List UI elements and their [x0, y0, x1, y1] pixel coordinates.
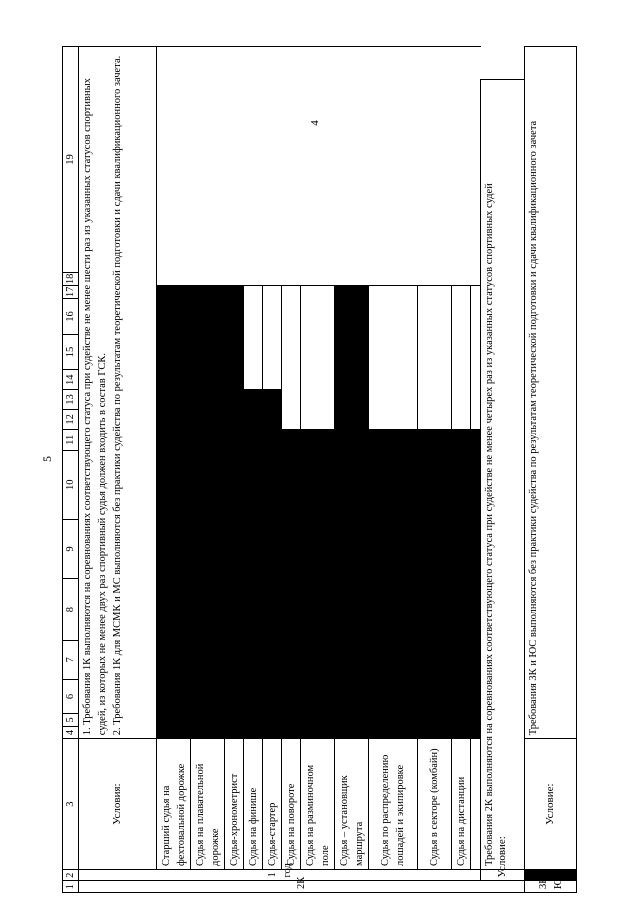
- header-cell: 5: [63, 714, 79, 727]
- condition-label-3k: Условие:: [525, 739, 577, 870]
- table-row: [525, 47, 577, 893]
- requirements-2k-bottom: Требования 2К выполняются на соревнованиях соответствующего статуса при судействе не менее четырех раз из указанных статусов спортивных судей: [481, 79, 525, 869]
- header-cell: 2: [63, 870, 79, 882]
- header-cell: 15: [63, 334, 79, 370]
- empty-cell: [471, 739, 481, 870]
- header-cell: 1: [63, 881, 79, 893]
- header-cell: 9: [63, 519, 79, 579]
- condition-label-2k: Условие:: [481, 870, 525, 882]
- role-cell: Судья на дистанции: [452, 739, 471, 870]
- role-cell: Судья в секторе (комбайн): [418, 739, 452, 870]
- role-cell: Судья по распределению лошадей и экипировке: [369, 739, 418, 870]
- empty-cell: [244, 285, 263, 390]
- header-cell: 16: [63, 299, 79, 335]
- table-row: [481, 47, 525, 893]
- empty-cell: [157, 47, 481, 286]
- header-cell: 11: [63, 429, 79, 450]
- blackout-cell: [225, 285, 244, 739]
- role-cell: Судья-хронометрист: [225, 739, 244, 870]
- blackout-cell: [191, 285, 225, 739]
- header-cell: 3: [63, 739, 79, 870]
- header-cell: 12: [63, 409, 79, 429]
- role-cell: Судья на финише: [244, 739, 263, 870]
- requirements-2k-top: 1. Требования 1К выполняются на соревнованиях соответствующего статуса при судействе не менее шести раз из указанных статусов спортивных судей, из которых не менее двух раз спортивный судья должен входить в состав ГСК. 2. Требования 1К для МСМК и МС выполняются без практики судейства по результатам теоретической подготовки и сдачи квалификационного зачета.: [79, 47, 157, 739]
- header-cell: 17: [63, 285, 79, 299]
- table-row: [157, 47, 191, 893]
- empty-cell: [418, 285, 452, 429]
- role-cell: Судья на повороте: [282, 739, 301, 870]
- header-cell: 6: [63, 679, 79, 714]
- page-number: 5: [40, 456, 54, 462]
- table-row: [79, 47, 157, 893]
- header-cell: 13: [63, 390, 79, 410]
- blackout-cell: [157, 285, 191, 739]
- empty-cell: [452, 285, 471, 429]
- header-cell: 10: [63, 450, 79, 519]
- empty-cell: [369, 285, 418, 429]
- header-row: [63, 47, 79, 893]
- blackout-cell: [471, 429, 481, 738]
- category-cell-3k: 3К/ЮС: [525, 881, 577, 893]
- row-value: 4: [309, 120, 321, 126]
- judging-requirements-table: [62, 46, 577, 893]
- blackout-cell: [244, 390, 263, 739]
- year-cell: 1 год: [79, 870, 481, 882]
- header-cell: 19: [63, 47, 79, 273]
- blackout-cell: [263, 390, 282, 739]
- header-cell: 18: [63, 273, 79, 286]
- rotated-table-frame: [62, 46, 617, 893]
- header-cell: 14: [63, 370, 79, 390]
- blackout-cell: [418, 429, 452, 738]
- role-cell: Судья на разминочном поле: [301, 739, 335, 870]
- category-cell: 2К: [79, 881, 525, 893]
- header-cell: 7: [63, 641, 79, 680]
- role-cell: Судья на плавательной дорожке: [191, 739, 225, 870]
- blackout-cell: [452, 429, 471, 738]
- role-cell: Судья – установщик маршрута: [335, 739, 369, 870]
- role-cell: Судья-стартер: [263, 739, 282, 870]
- blackout-cell: [301, 429, 335, 738]
- empty-cell: [263, 285, 282, 390]
- requirements-3k: Требования 3К и ЮС выполняются без практики судейства по результатам теоретической подготовки и сдачи квалификационного зачета: [525, 47, 577, 739]
- blackout-cell: [369, 429, 418, 738]
- condition-label: Условия:: [79, 739, 157, 870]
- empty-cell: [301, 285, 335, 429]
- empty-cell: [282, 285, 301, 429]
- blackout-cell: [335, 285, 369, 739]
- empty-cell: [471, 285, 481, 429]
- header-cell: 4: [63, 726, 79, 739]
- role-cell: Старший судья на фехтовальной дорожке: [157, 739, 191, 870]
- header-cell: 8: [63, 579, 79, 641]
- blackout-cell: [282, 429, 301, 738]
